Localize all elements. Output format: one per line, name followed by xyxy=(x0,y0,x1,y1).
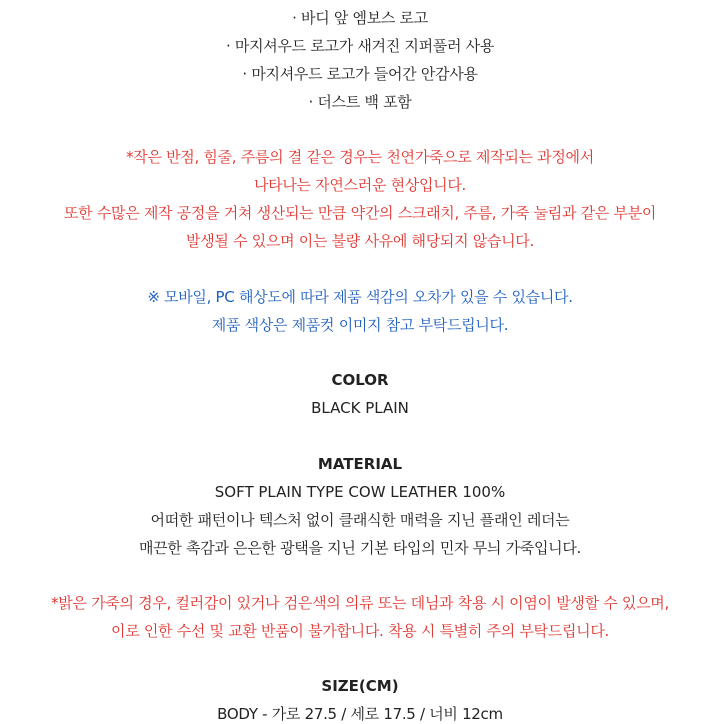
size-body: BODY - 가로 27.5 / 세로 17.5 / 너비 12cm xyxy=(217,705,503,723)
feature-item: · 마지셔우드 로고가 들어간 안감사용 xyxy=(242,65,478,83)
material-heading: MATERIAL xyxy=(317,455,403,473)
color-notice-line: ※ 모바일, PC 해상도에 따라 제품 색감의 오차가 있을 수 있습니다. xyxy=(147,288,573,306)
material-line: SOFT PLAIN TYPE COW LEATHER 100% xyxy=(214,483,506,501)
color-value: BLACK PLAIN xyxy=(311,399,409,417)
dye-notice-line: *밝은 가죽의 경우, 컬러감이 있거나 검은색의 의류 또는 데님과 착용 시 이염이 발생할 수 있으며, xyxy=(51,594,669,612)
leather-notice-line: 발생될 수 있으며 이는 불량 사유에 해당되지 않습니다. xyxy=(186,232,534,250)
material-line: 어떠한 패턴이나 텍스처 없이 클래식한 매력을 지닌 플래인 레더는 xyxy=(150,511,570,529)
leather-notice-line: 또한 수많은 제작 공정을 거쳐 생산되는 만큼 약간의 스크래치, 주름, 가죽 눌림과 같은 부분이 xyxy=(63,204,657,222)
feature-item: · 바디 앞 엠보스 로고 xyxy=(292,9,428,27)
size-heading: SIZE(CM) xyxy=(321,677,399,695)
dye-notice-line: 이로 인한 수선 및 교환 반품이 불가합니다. 착용 시 특별히 주의 부탁드립니다. xyxy=(111,622,609,640)
leather-notice-line: *작은 반점, 힘줄, 주름의 결 같은 경우는 천연가죽으로 제작되는 과정에서 xyxy=(126,148,594,166)
color-notice-line: 제품 색상은 제품컷 이미지 참고 부탁드립니다. xyxy=(211,316,509,334)
material-line: 매끈한 촉감과 은은한 광택을 지닌 기본 타입의 민자 무늬 가죽입니다. xyxy=(138,539,581,557)
feature-item: · 더스트 백 포함 xyxy=(308,93,412,111)
feature-item: · 마지셔우드 로고가 새겨진 지퍼풀러 사용 xyxy=(225,37,495,55)
color-heading: COLOR xyxy=(331,371,389,389)
leather-notice-line: 나타나는 자연스러운 현상입니다. xyxy=(253,176,467,194)
